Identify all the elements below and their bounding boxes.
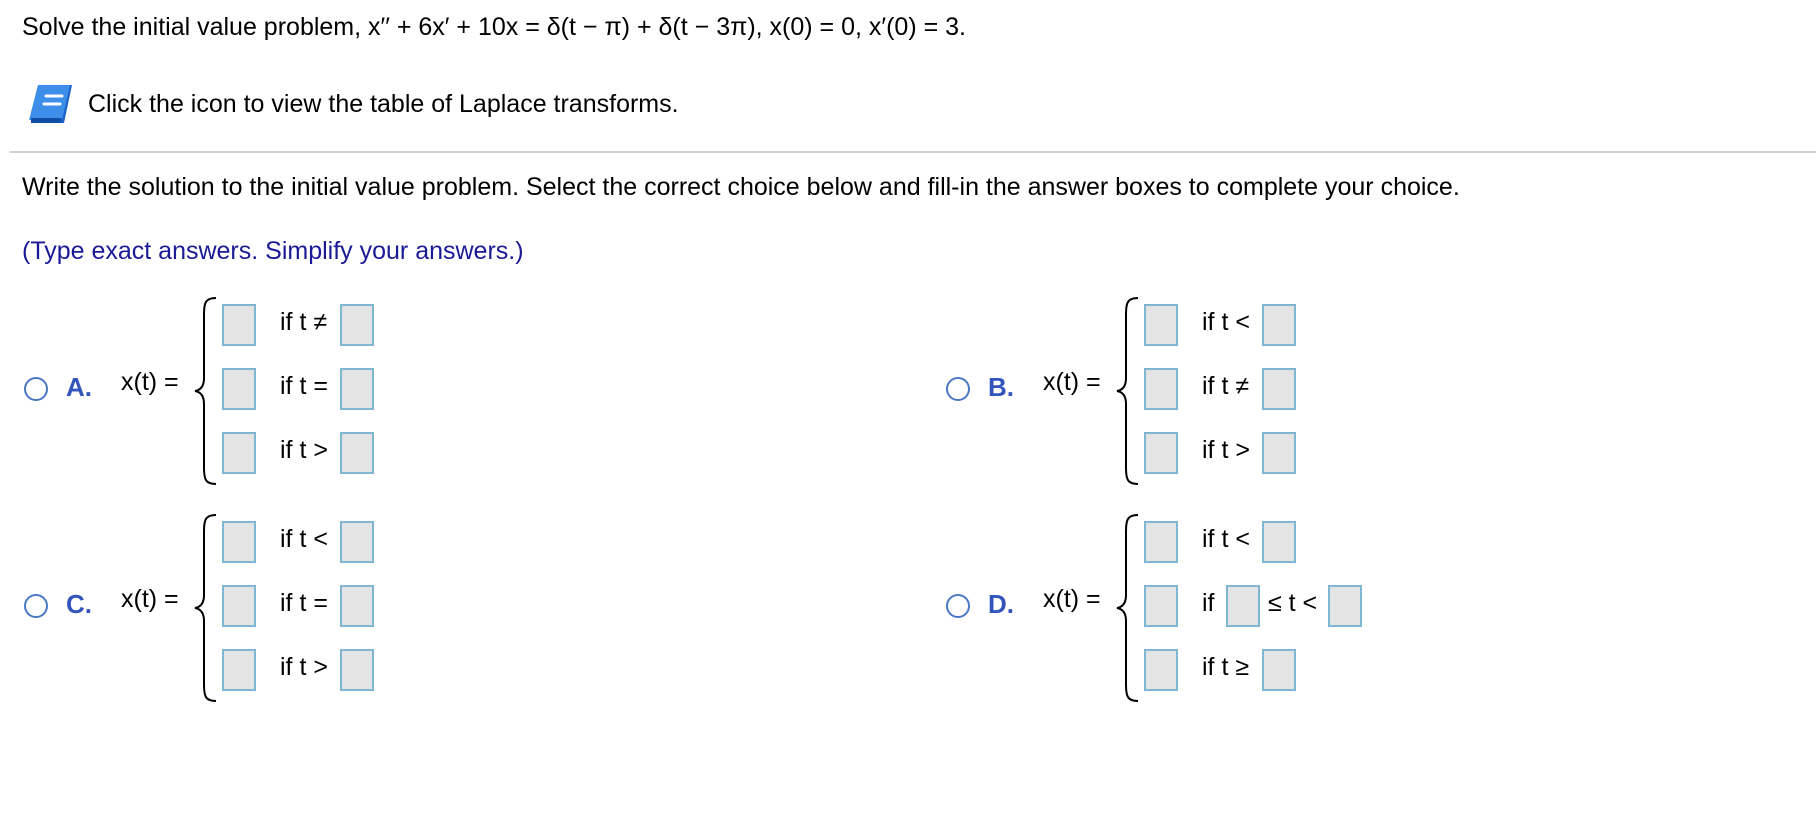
choice-d-letter: D. xyxy=(988,589,1014,619)
choice-c-bound-3-input[interactable] xyxy=(340,649,374,691)
choice-d xyxy=(946,513,1706,703)
choice-d-expr-2-input[interactable] xyxy=(1144,585,1178,627)
choice-c-cond-1: if t < xyxy=(280,525,328,553)
laplace-link-text[interactable]: Click the icon to view the table of Laplace transforms. xyxy=(88,89,679,118)
choice-a-bound-3-input[interactable] xyxy=(340,432,374,474)
choice-d-function-label: x(t) = xyxy=(1043,585,1101,613)
choice-a-function-label: x(t) = xyxy=(121,368,179,396)
choice-d-expr-1-input[interactable] xyxy=(1144,521,1178,563)
choice-a-expr-1-input[interactable] xyxy=(222,304,256,346)
choice-d-upper-bound-input[interactable] xyxy=(1328,585,1362,627)
choice-a xyxy=(24,296,784,486)
choice-b-radio[interactable] xyxy=(946,377,970,401)
choice-b-expr-1-input[interactable] xyxy=(1144,304,1178,346)
choice-c-letter: C. xyxy=(66,589,92,619)
choice-c xyxy=(24,513,784,703)
choice-d-radio[interactable] xyxy=(946,594,970,618)
choice-d-lower-bound-input[interactable] xyxy=(1226,585,1260,627)
choice-a-expr-3-input[interactable] xyxy=(222,432,256,474)
choice-b-bound-3-input[interactable] xyxy=(1262,432,1296,474)
answer-format-note: (Type exact answers. Simplify your answers.) xyxy=(22,237,524,265)
choice-c-cond-3: if t > xyxy=(280,653,328,681)
choice-c-bound-1-input[interactable] xyxy=(340,521,374,563)
choice-b-cond-1: if t < xyxy=(1202,308,1250,336)
choice-a-radio[interactable] xyxy=(24,377,48,401)
choice-b-expr-3-input[interactable] xyxy=(1144,432,1178,474)
choice-d-expr-3-input[interactable] xyxy=(1144,649,1178,691)
choice-b-function-label: x(t) = xyxy=(1043,368,1101,396)
choice-b-cond-3: if t > xyxy=(1202,436,1250,464)
choice-b-bound-2-input[interactable] xyxy=(1262,368,1296,410)
book-icon[interactable] xyxy=(26,82,76,126)
choice-c-radio[interactable] xyxy=(24,594,48,618)
choice-c-function-label: x(t) = xyxy=(121,585,179,613)
choice-b-cond-2: if t ≠ xyxy=(1202,372,1250,400)
choice-a-cond-2: if t = xyxy=(280,372,328,400)
choice-c-expr-2-input[interactable] xyxy=(222,585,256,627)
choice-a-bound-1-input[interactable] xyxy=(340,304,374,346)
choice-d-cond-1: if t < xyxy=(1202,525,1250,553)
choice-d-cond-3: if t ≥ xyxy=(1202,653,1250,681)
choice-a-bound-2-input[interactable] xyxy=(340,368,374,410)
choice-d-cond-2-range: ≤ t < xyxy=(1268,589,1318,617)
problem-statement: Solve the initial value problem, x′′ + 6x′ + 10x = δ(t − π) + δ(t − 3π), x(0) = 0, x′(0) = 3. xyxy=(22,13,966,41)
choice-b-bound-1-input[interactable] xyxy=(1262,304,1296,346)
choice-d-cond-2: if xyxy=(1202,589,1215,617)
choice-d-bound-3-input[interactable] xyxy=(1262,649,1296,691)
choice-a-cond-3: if t > xyxy=(280,436,328,464)
choice-b-expr-2-input[interactable] xyxy=(1144,368,1178,410)
choice-b-letter: B. xyxy=(988,372,1014,402)
instructions-text: Write the solution to the initial value problem. Select the correct choice below and fill-in the answer boxes to complete your choice. xyxy=(22,173,1460,201)
choice-c-expr-1-input[interactable] xyxy=(222,521,256,563)
choice-a-letter: A. xyxy=(66,372,92,402)
choice-d-bound-1-input[interactable] xyxy=(1262,521,1296,563)
choice-c-bound-2-input[interactable] xyxy=(340,585,374,627)
choice-a-cond-1: if t ≠ xyxy=(280,308,328,336)
section-divider xyxy=(10,151,1816,153)
choice-c-expr-3-input[interactable] xyxy=(222,649,256,691)
choice-a-expr-2-input[interactable] xyxy=(222,368,256,410)
laplace-table-link[interactable] xyxy=(26,82,679,126)
choice-b xyxy=(946,296,1706,486)
choice-c-cond-2: if t = xyxy=(280,589,328,617)
